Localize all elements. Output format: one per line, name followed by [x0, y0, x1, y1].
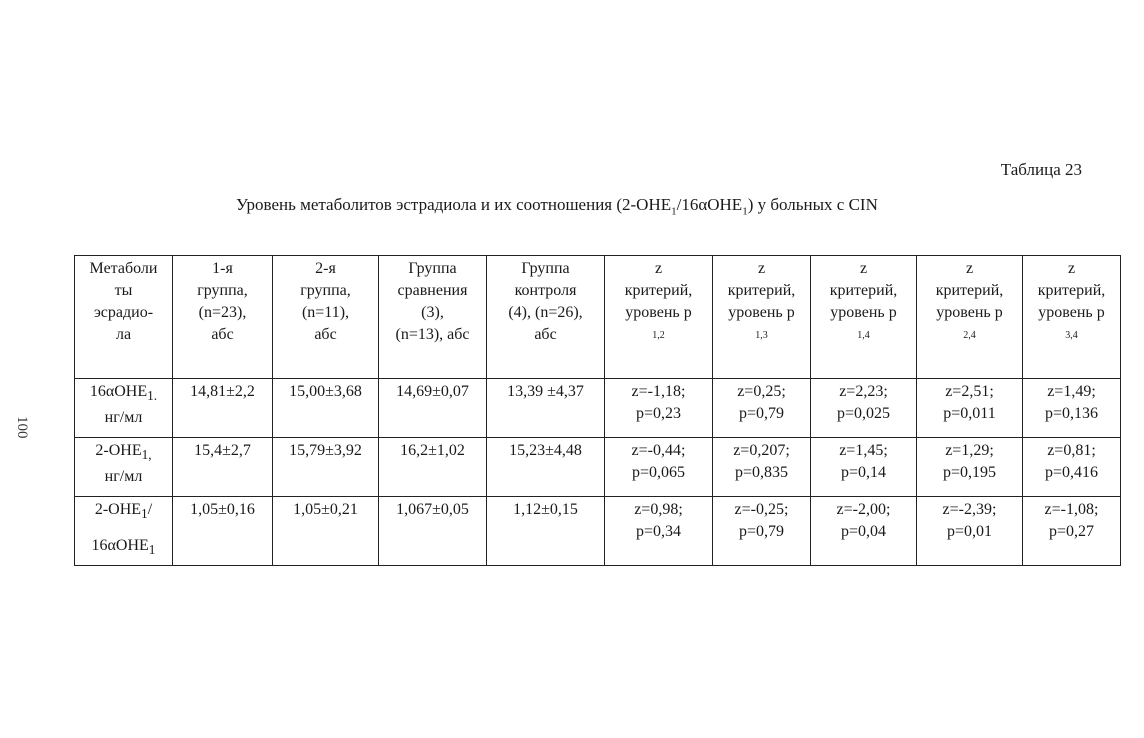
header-z-3-4: z критерий, уровень р 3,4 [1023, 256, 1121, 379]
table-row [75, 379, 1121, 438]
header-z-1-2: z критерий, уровень р 1,2 [605, 256, 713, 379]
z24-cell: z=-2,39; p=0,01 [917, 497, 1023, 566]
z12-cell: z=-1,18; p=0,23 [605, 379, 713, 438]
group2-cell: 15,00±3,68 [273, 379, 379, 438]
metabolite-cell: 16αОНЕ$_{1.}$ нг/мл [75, 379, 173, 438]
table-title [236, 195, 878, 217]
z14-cell: z=2,23; p=0,025 [811, 379, 917, 438]
table-row [75, 497, 1121, 566]
header-z-1-3: z критерий, уровень р 1,3 [713, 256, 811, 379]
header-z-1-4: z критерий, уровень р 1,4 [811, 256, 917, 379]
comparison-cell: 16,2±1,02 [379, 438, 487, 497]
group2-cell: 15,79±3,92 [273, 438, 379, 497]
header-group2: 2-я группа, (n=11), абс [273, 256, 379, 379]
z13-cell: z=0,25; p=0,79 [713, 379, 811, 438]
title-sub2: 1 [742, 205, 748, 218]
header-comparison-group: Группа сравнения (3), (n=13), абс [379, 256, 487, 379]
z34-cell: z=1,49; p=0,136 [1023, 379, 1121, 438]
header-row [75, 256, 1121, 379]
title-mid: /16αОНЕ [676, 195, 743, 214]
z13-cell: z=0,207; p=0,835 [713, 438, 811, 497]
page-number: 100 [14, 416, 30, 439]
table-row [75, 438, 1121, 497]
z24-cell: z=1,29; p=0,195 [917, 438, 1023, 497]
header-z-2-4: z критерий, уровень р 2,4 [917, 256, 1023, 379]
header-group1: 1-я группа, (n=23), абс [173, 256, 273, 379]
control-cell: 13,39 ±4,37 [487, 379, 605, 438]
title-prefix: Уровень метаболитов эстрадиола и их соотношения (2-ОНЕ [236, 195, 672, 214]
comparison-cell: 14,69±0,07 [379, 379, 487, 438]
control-cell: 15,23±4,48 [487, 438, 605, 497]
z14-cell: z=1,45; p=0,14 [811, 438, 917, 497]
z34-cell: z=0,81; p=0,416 [1023, 438, 1121, 497]
z24-cell: z=2,51; p=0,011 [917, 379, 1023, 438]
comparison-cell: 1,067±0,05 [379, 497, 487, 566]
group2-cell: 1,05±0,21 [273, 497, 379, 566]
metabolite-cell: $2-ОНЕ_1/$ 16αОНЕ$_1$ [75, 497, 173, 566]
metabolite-cell: $2-ОНЕ_{1,}$ нг/мл [75, 438, 173, 497]
table-label: Таблица 23 [1000, 160, 1082, 179]
title-sub1: 1 [671, 205, 677, 218]
z13-cell: z=-0,25; p=0,79 [713, 497, 811, 566]
group1-cell: 14,81±2,2 [173, 379, 273, 438]
z12-cell: z=0,98; p=0,34 [605, 497, 713, 566]
z34-cell: z=-1,08; p=0,27 [1023, 497, 1121, 566]
z14-cell: z=-2,00; p=0,04 [811, 497, 917, 566]
z12-cell: z=-0,44; p=0,065 [605, 438, 713, 497]
metabolites-table [74, 255, 1121, 566]
header-metabolite: Метаболи ты эсрадио- ла [75, 256, 173, 379]
group1-cell: 15,4±2,7 [173, 438, 273, 497]
group1-cell: 1,05±0,16 [173, 497, 273, 566]
header-control-group: Группа контроля (4), (n=26), абс [487, 256, 605, 379]
title-suffix: ) у больных с CIN [747, 195, 878, 214]
control-cell: 1,12±0,15 [487, 497, 605, 566]
